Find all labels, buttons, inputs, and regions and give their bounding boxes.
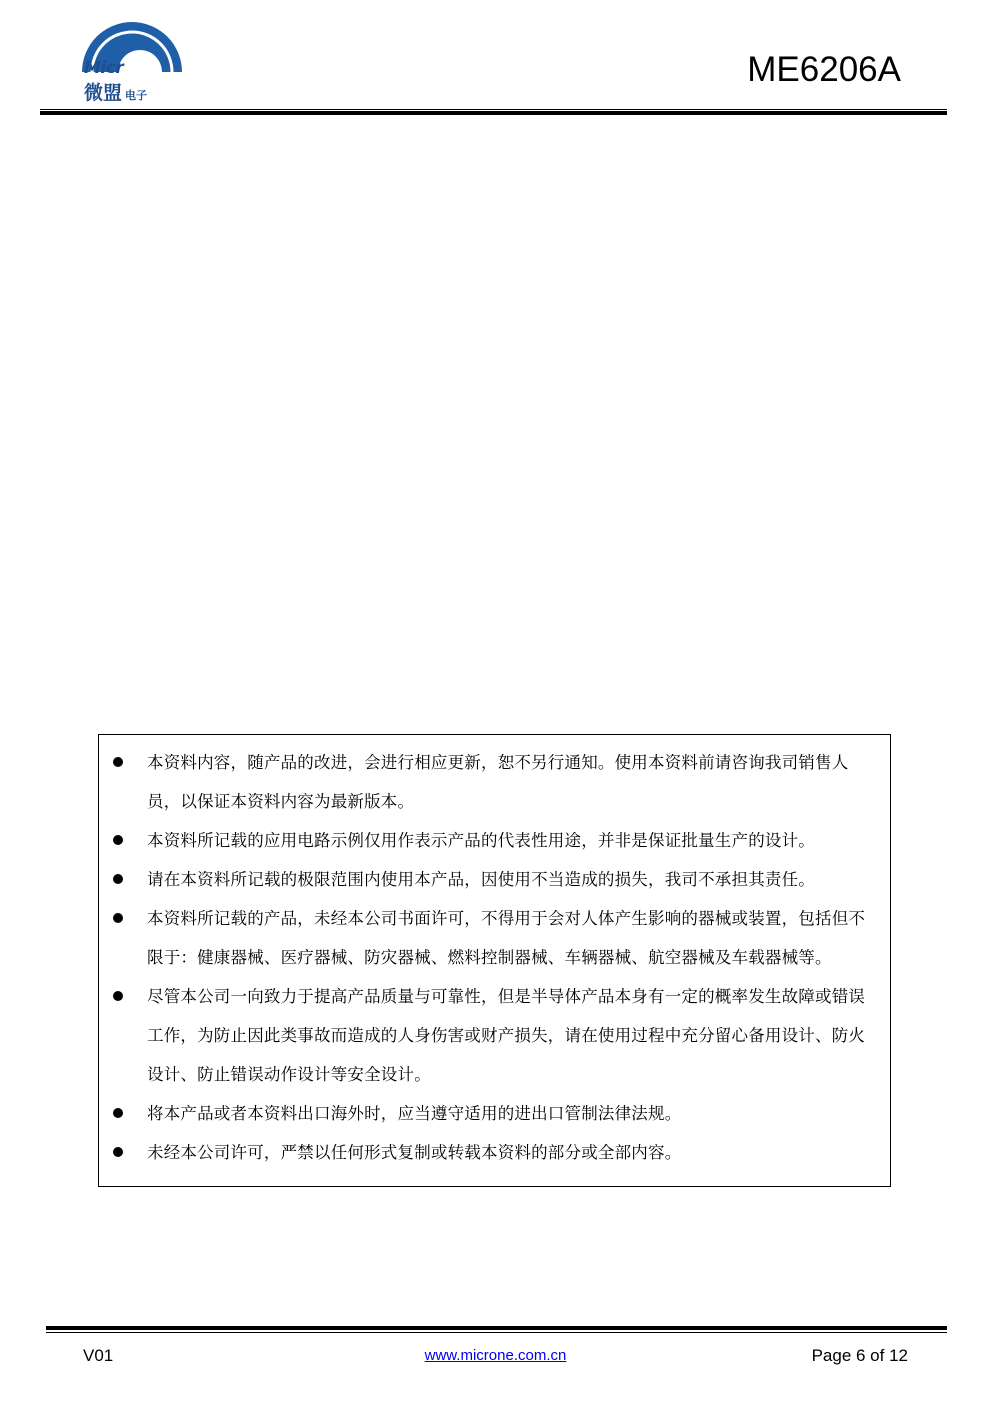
website-link[interactable]: www.microne.com.cn bbox=[424, 1347, 567, 1364]
disclaimer-item: 本资料内容，随产品的改进，会进行相应更新，恕不另行通知。使用本资料前请咨询我司销售人员，以保证本资料内容为最新版本。 bbox=[99, 743, 880, 821]
disclaimer-item: 未经本公司许可，严禁以任何形式复制或转载本资料的部分或全部内容。 bbox=[99, 1133, 880, 1172]
bullet-icon bbox=[113, 991, 123, 1001]
version-label: V01 bbox=[83, 1346, 114, 1365]
page-number: Page 6 of 12 bbox=[811, 1346, 908, 1365]
disclaimer-list bbox=[99, 735, 890, 1172]
disclaimer-item: 将本产品或者本资料出口海外时，应当遵守适用的进出口管制法律法规。 bbox=[99, 1094, 880, 1133]
header-rule-thick bbox=[40, 111, 947, 115]
logo-wordmark: MicrOne bbox=[84, 58, 160, 78]
logo-chinese-name: 微盟 电子 bbox=[84, 82, 148, 104]
header-rule bbox=[40, 109, 947, 110]
footer-rule bbox=[46, 1332, 947, 1333]
bullet-icon bbox=[113, 835, 123, 845]
bullet-icon bbox=[113, 1147, 123, 1157]
document-title: ME6206A bbox=[747, 50, 901, 89]
disclaimer-box bbox=[98, 734, 891, 1187]
disclaimer-item: 尽管本公司一向致力于提高产品质量与可靠性，但是半导体产品本身有一定的概率发生故障或错误工作，为防止因此类事故而造成的人身伤害或财产损失，请在使用过程中充分留心备用设计、防火设计、防止错误动作设计等安全设计。 bbox=[99, 977, 880, 1094]
disclaimer-item: 本资料所记载的应用电路示例仅用作表示产品的代表性用途，并非是保证批量生产的设计。 bbox=[99, 821, 880, 860]
bullet-icon bbox=[113, 913, 123, 923]
bullet-icon bbox=[113, 1108, 123, 1118]
disclaimer-item: 本资料所记载的产品，未经本公司书面许可，不得用于会对人体产生影响的器械或装置，包括但不限于：健康器械、医疗器械、防灾器械、燃料控制器械、车辆器械、航空器械及车载器械等。 bbox=[99, 899, 880, 977]
disclaimer-item: 请在本资料所记载的极限范围内使用本产品，因使用不当造成的损失，我司不承担其责任。 bbox=[99, 860, 880, 899]
footer-rule-thick bbox=[46, 1326, 947, 1330]
bullet-icon bbox=[113, 757, 123, 767]
bullet-icon bbox=[113, 874, 123, 884]
